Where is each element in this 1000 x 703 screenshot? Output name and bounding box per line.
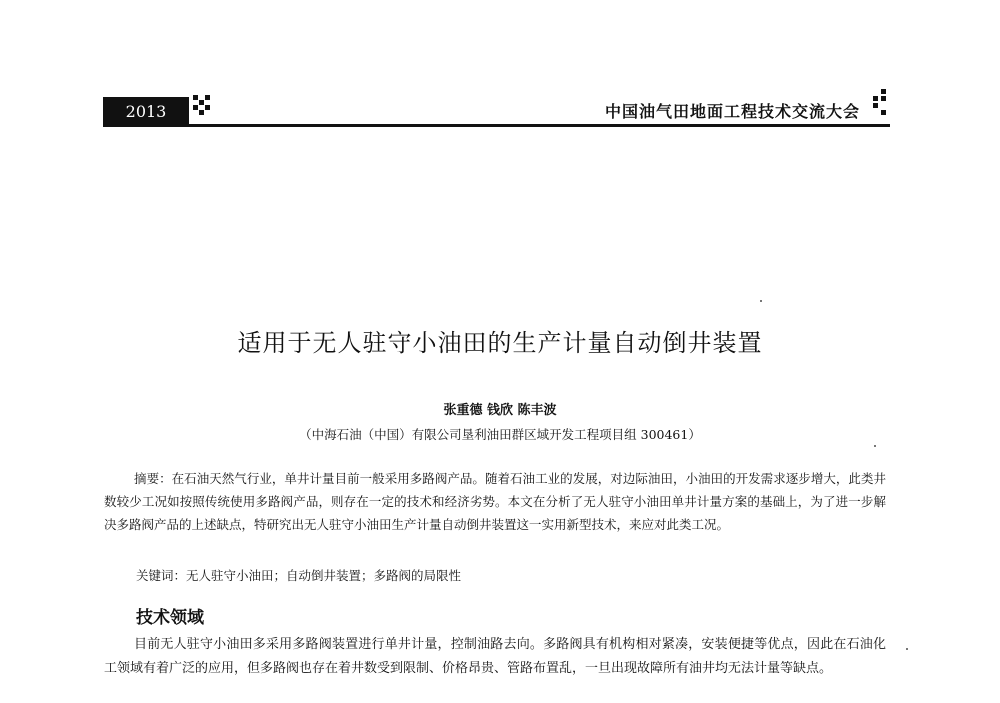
abstract bbox=[104, 467, 886, 536]
abstract-label: 摘要： bbox=[134, 471, 172, 486]
scan-speck bbox=[906, 648, 908, 650]
section-paragraph: 目前无人驻守小油田多采用多路阀装置进行单井计量，控制油路去向。多路阀具有机构相对紧凑，安装便捷等优点，因此在石油化工领域有着广泛的应用，但多路阀也存在着井数受到限制、价格昂贵、管路布置乱，一旦出现故障所有油井均无法计量等缺点。 bbox=[104, 637, 886, 676]
header-conference-title: 中国油气田地面工程技术交流大会 bbox=[604, 102, 860, 121]
authors: 张重德 钱欣 陈丰波 bbox=[443, 403, 557, 418]
section-heading: 技术领域 bbox=[136, 608, 204, 628]
abstract-text: 在石油天然气行业，单井计量目前一般采用多路阀产品。随着石油工业的发展，对边际油田，小油田的开发需求逐步增大，此类井数较少工况如按照传统使用多路阀产品，则存在一定的技术和经济劣势。本文在分析了无人驻守小油田单井计量方案的基础上，为了进一步解决多路阀产品的上述缺点，特研究出无人驻守小油田生产计量自动倒井装置这一实用新型技术，来应对此类工况。 bbox=[104, 471, 886, 532]
keywords-text: 无人驻守小油田；自动倒井装置；多路阀的局限性 bbox=[186, 568, 462, 583]
scan-speck bbox=[874, 445, 876, 447]
keywords-label: 关键词： bbox=[136, 568, 187, 583]
keywords bbox=[136, 566, 461, 584]
paper-title: 适用于无人驻守小油田的生产计量自动倒井装置 bbox=[237, 329, 763, 357]
affiliation: （中海石油（中国）有限公司垦利油田群区域开发工程项目组 300461） bbox=[299, 427, 701, 442]
header-year: 2013 bbox=[103, 97, 189, 125]
scan-speck bbox=[760, 300, 762, 302]
running-header bbox=[103, 97, 890, 127]
